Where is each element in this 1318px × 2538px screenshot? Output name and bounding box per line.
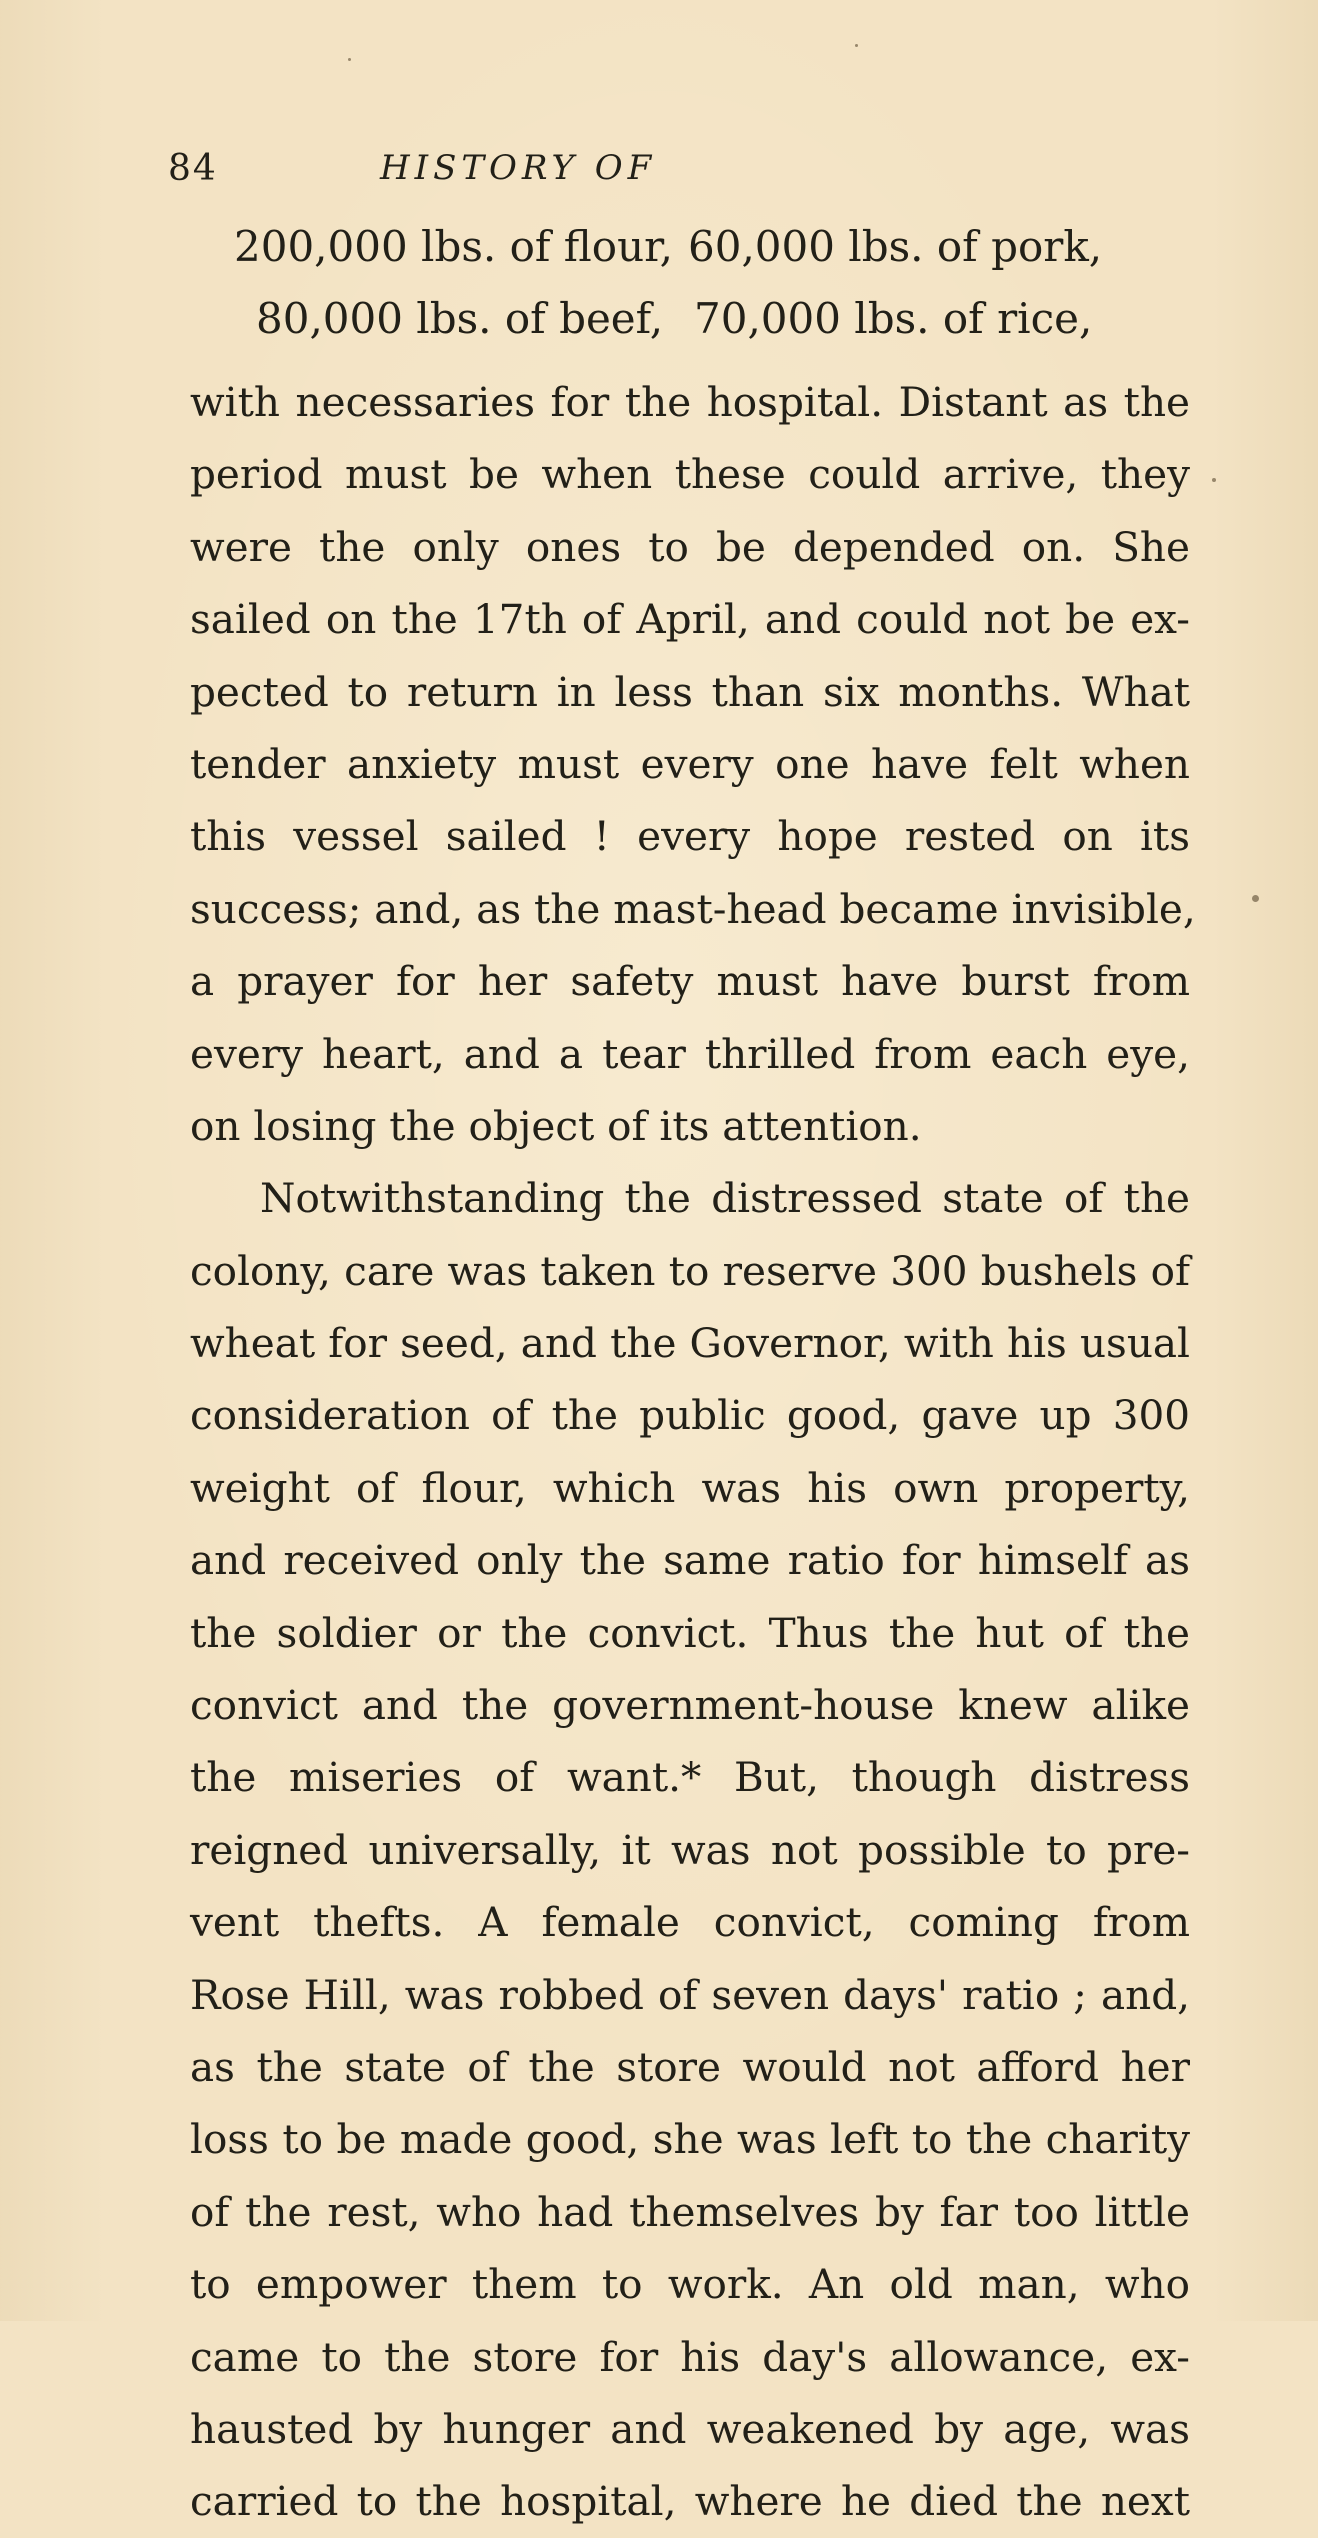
paper-speck bbox=[348, 58, 351, 61]
text-line: vent thefts. A female convict, coming from bbox=[190, 1898, 1190, 1947]
text-line: a prayer for her safety must have burst from bbox=[190, 957, 1190, 1006]
body-text bbox=[190, 366, 1196, 2538]
text-line: to empower them to work. An old man, who bbox=[190, 2260, 1190, 2309]
supply-item: 80,000 lbs. of beef, bbox=[256, 294, 664, 343]
paragraph bbox=[190, 1162, 1190, 2537]
text-line: and received only the same ratio for himself as bbox=[190, 1536, 1190, 1585]
text-line: on losing the object of its attention. bbox=[190, 1101, 922, 1150]
text-line: every heart, and a tear thrilled from each eye, bbox=[190, 1029, 1190, 1078]
page-header bbox=[0, 148, 1318, 208]
text-line: convict and the government-house knew alike bbox=[190, 1681, 1190, 1730]
text-line: carried to the hospital, where he died the next bbox=[190, 2477, 1190, 2526]
text-line: this vessel sailed ! every hope rested on its bbox=[190, 812, 1190, 861]
supply-list bbox=[0, 222, 1318, 366]
text-line: colony, care was taken to reserve 300 bushels of bbox=[190, 1246, 1190, 1295]
paper-speck bbox=[1212, 478, 1216, 482]
paper-speck bbox=[855, 44, 858, 47]
text-line: wheat for seed, and the Governor, with his usual bbox=[190, 1319, 1190, 1368]
supply-item: 200,000 lbs. of flour, bbox=[234, 222, 673, 271]
paragraph bbox=[190, 366, 1196, 1162]
running-title: HISTORY OF bbox=[380, 148, 657, 188]
text-line: weight of flour, which was his own property, bbox=[190, 1463, 1190, 1512]
paper-speck bbox=[1252, 895, 1259, 902]
text-line: the soldier or the convict. Thus the hut of the bbox=[190, 1608, 1190, 1657]
text-line: Rose Hill, was robbed of seven days' ratio ; and, bbox=[190, 1970, 1190, 2019]
text-line: as the state of the store would not afford her bbox=[190, 2042, 1190, 2091]
supply-item: 60,000 lbs. of pork, bbox=[688, 222, 1103, 271]
text-line: sailed on the 17th of April, and could not be ex- bbox=[190, 595, 1190, 644]
text-line: came to the store for his day's allowance, ex- bbox=[190, 2332, 1190, 2381]
text-line: with necessaries for the hospital. Distant as the bbox=[190, 378, 1190, 426]
text-line: were the only ones to be depended on. She bbox=[190, 522, 1190, 571]
text-line: pected to return in less than six months. What bbox=[190, 667, 1190, 716]
text-line: Notwithstanding the distressed state of the bbox=[260, 1174, 1190, 1223]
text-line: of the rest, who had themselves by far too little bbox=[190, 2187, 1190, 2236]
text-line: tender anxiety must every one have felt when bbox=[190, 739, 1190, 788]
text-line: success; and, as the mast-head became invisible, bbox=[190, 884, 1196, 933]
text-line: loss to be made good, she was left to the charity bbox=[190, 2115, 1190, 2164]
text-line: reigned universally, it was not possible to pre- bbox=[190, 1825, 1190, 1874]
text-line: consideration of the public good, gave up 300 bbox=[190, 1391, 1190, 1440]
page-number: 84 bbox=[168, 148, 218, 189]
supply-row bbox=[0, 222, 1318, 294]
text-line: hausted by hunger and weakened by age, was bbox=[190, 2404, 1190, 2453]
supply-row bbox=[0, 294, 1318, 366]
text-line: period must be when these could arrive, they bbox=[190, 450, 1190, 499]
text-line: the miseries of want.* But, though distress bbox=[190, 1753, 1190, 1802]
supply-item: 70,000 lbs. of rice, bbox=[694, 294, 1093, 343]
